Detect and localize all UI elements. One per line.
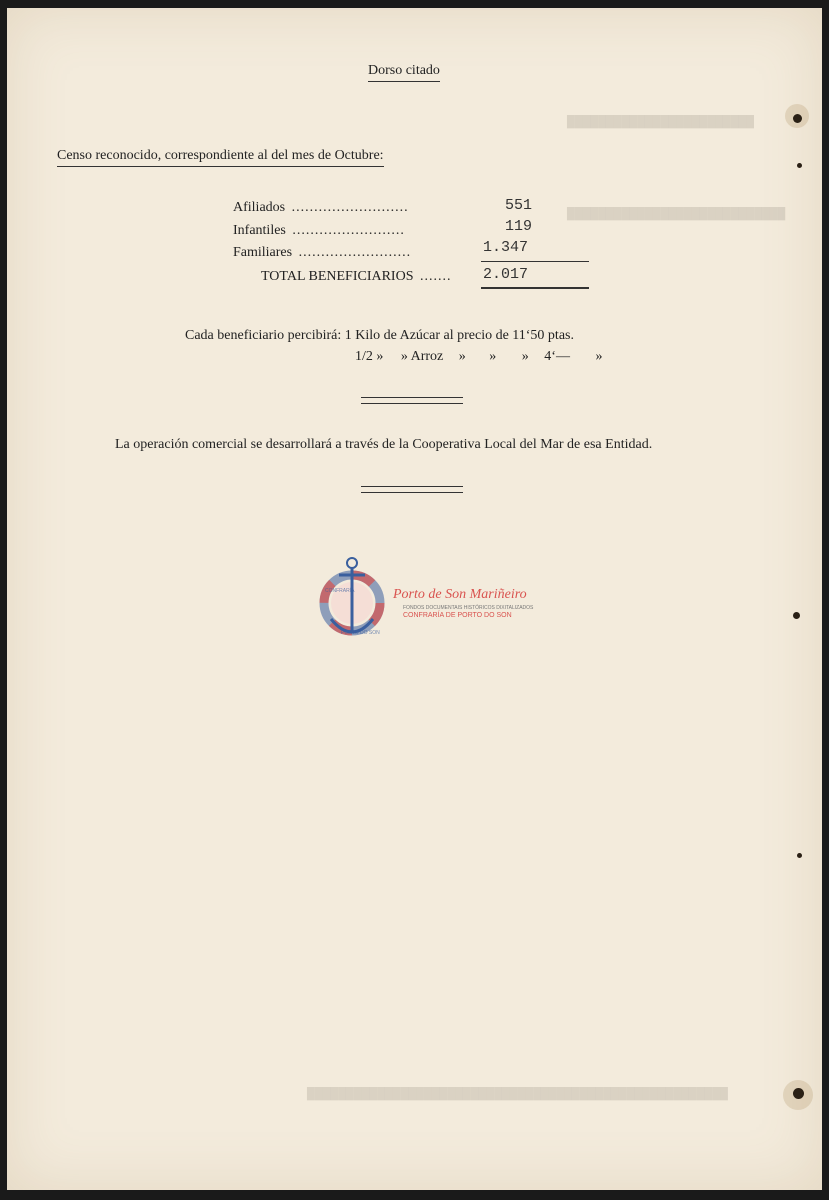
document-page [7, 8, 822, 1190]
allocation-line-2 [355, 349, 602, 365]
separator-rule [361, 486, 463, 487]
punch-hole [797, 853, 802, 858]
separator-rule [361, 403, 463, 404]
watermark-name: Porto de Son Mariñeiro [393, 587, 527, 602]
rice-price: 4‘— [544, 349, 570, 364]
total-label: TOTAL BENEFICIARIOS [261, 269, 414, 284]
seal-text-bottom: PORTO DO SON [341, 630, 380, 636]
punch-hole [797, 163, 802, 168]
ditto-mark: » [595, 349, 603, 364]
row-dots: .......................... [291, 200, 409, 215]
census-row-familiares [233, 245, 411, 261]
punch-hole [793, 612, 800, 619]
ditto-mark: » [489, 349, 497, 364]
row-dots: ......................... [298, 245, 412, 260]
total-dots: ....... [420, 269, 452, 284]
page-title: Dorso citado [368, 63, 440, 82]
census-total-value: 2.017 [483, 266, 529, 283]
watermark-subtitle: FONDOS DOCUMENTAIS HISTÓRICOS DIXITALIZADOS [403, 605, 534, 611]
operation-text: La operación comercial se desarrollará a través de la Cooperativa Local del Mar de esa Entidad. [115, 437, 653, 452]
bleed-through: ████████████████████████ [567, 116, 755, 128]
rice-qty: 1/2 » [355, 349, 384, 364]
bleed-through: ████████████████████████████ [567, 208, 786, 220]
watermark-org: CONFRARÍA DE PORTO DO SON [403, 612, 512, 619]
ditto-mark: » [521, 349, 529, 364]
punch-hole [793, 1088, 804, 1099]
census-total-row [261, 269, 452, 285]
census-value-infantiles: 119 [505, 218, 533, 235]
census-value-familiares: 1.347 [483, 239, 529, 256]
ditto-mark: » Arroz [400, 349, 444, 364]
sum-rule [481, 261, 589, 262]
bleed-through: ██████████████████████████████████████████████████████ [307, 1088, 728, 1100]
punch-hole [793, 114, 802, 123]
row-dots: ......................... [292, 223, 405, 238]
separator-rule [361, 492, 463, 493]
allocation-line-1: Cada beneficiario percibirá: 1 Kilo de Azúcar al precio de 11‘50 ptas. [185, 328, 574, 343]
row-label: Familiares [233, 245, 293, 260]
ditto-mark: » [458, 349, 466, 364]
census-row-afiliados [233, 200, 409, 216]
row-label: Infantiles [233, 223, 286, 238]
separator-rule [361, 397, 463, 398]
census-heading: Censo reconocido, correspondiente al del mes de Octubre: [57, 148, 384, 167]
total-rule [481, 287, 589, 289]
census-row-infantiles [233, 223, 405, 239]
seal-text-top: CONFRARÍA [325, 588, 355, 594]
row-label: Afiliados [233, 200, 286, 215]
census-value-afiliados: 551 [505, 197, 533, 214]
